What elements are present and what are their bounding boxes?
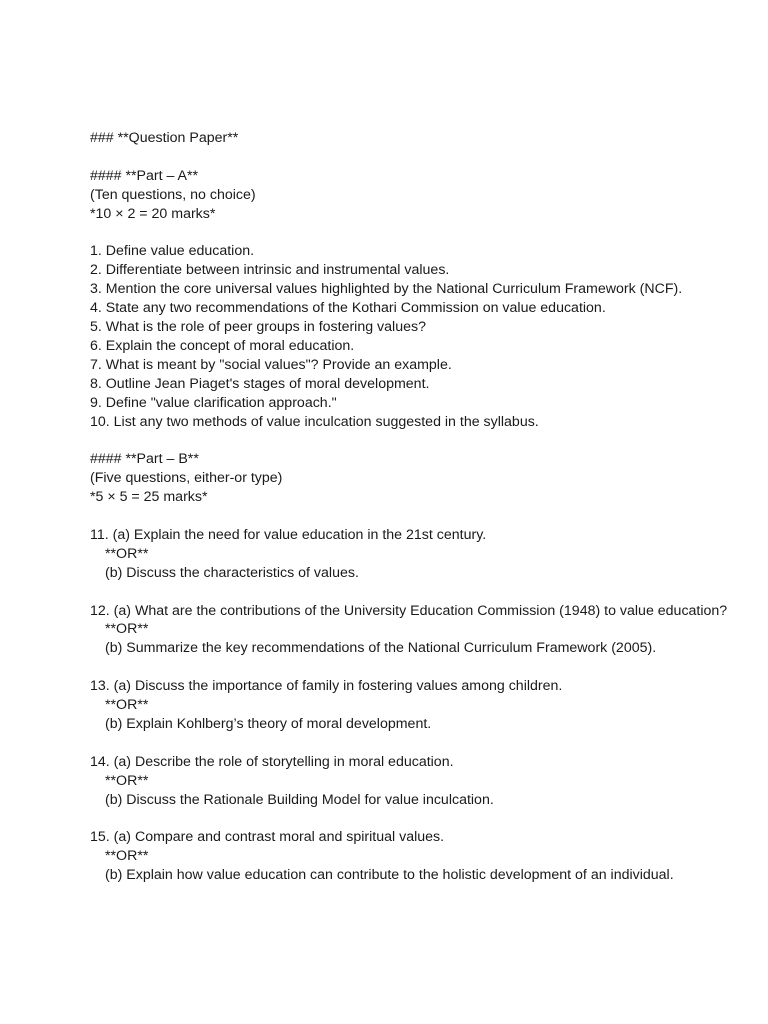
part-a-instruction: (Ten questions, no choice) [90,186,256,203]
page-title: ### **Question Paper** [90,130,239,146]
part-a-question-list [90,242,730,431]
part-b-question-13 [90,677,730,734]
part-a-marks: *10 × 2 = 20 marks* [90,205,216,222]
or-separator: **OR** [105,848,149,865]
part-b-instruction: (Five questions, either-or type) [90,470,283,487]
question-option-a: 15. (a) Compare and contrast moral and spiritual values. [90,829,445,846]
spacer [90,658,730,677]
part-a-question-8: 8. Outline Jean Piaget's stages of moral development. [90,375,430,392]
question-option-a: 14. (a) Describe the role of storytelling in moral education. [90,753,454,770]
spacer [90,507,730,526]
question-option-a: 11. (a) Explain the need for value education in the 21st century. [90,526,487,543]
question-option-b: (b) Summarize the key recommendations of the National Curriculum Framework (2005). [105,640,657,657]
question-paper [90,129,730,885]
or-separator: **OR** [105,772,149,789]
part-a-question-2: 2. Differentiate between intrinsic and instrumental values. [90,262,450,279]
question-option-a: 13. (a) Discuss the importance of family in fostering values among children. [90,678,563,695]
part-b-question-15 [90,828,730,885]
part-b-question-11 [90,526,730,583]
question-option-b: (b) Discuss the characteristics of values. [105,564,359,581]
part-a-question-1: 1. Define value education. [90,243,255,260]
spacer [90,583,730,602]
question-option-b: (b) Explain how value education can contribute to the holistic development of an individual. [105,867,674,884]
spacer [90,734,730,753]
part-b-marks: *5 × 5 = 25 marks* [90,489,208,506]
part-b-question-14 [90,753,730,810]
spacer [90,810,730,829]
part-a-question-5: 5. What is the role of peer groups in fostering values? [90,319,426,336]
spacer [90,148,730,167]
part-a-question-4: 4. State any two recommendations of the Kothari Commission on value education. [90,300,606,317]
part-b-question-12 [90,602,730,659]
spacer [90,431,730,450]
part-a-heading: #### **Part – A** [90,167,199,184]
or-separator: **OR** [105,697,149,714]
part-a-question-10: 10. List any two methods of value inculcation suggested in the syllabus. [90,413,539,430]
part-a-question-6: 6. Explain the concept of moral education. [90,337,355,354]
part-a-question-7: 7. What is meant by "social values"? Provide an example. [90,356,452,373]
question-option-b: (b) Explain Kohlberg’s theory of moral development. [105,716,432,732]
part-b-heading: #### **Part – B** [90,451,199,468]
or-separator: **OR** [105,545,149,562]
spacer [90,224,730,243]
question-option-b: (b) Discuss the Rationale Building Model for value inculcation. [105,791,494,808]
question-option-a: 12. (a) What are the contributions of the University Education Commission (1948) to value education? [90,602,728,619]
part-a-question-3: 3. Mention the core universal values highlighted by the National Curriculum Framework (NCF). [90,281,683,298]
part-a-question-9: 9. Define "value clarification approach." [90,394,337,411]
or-separator: **OR** [105,621,149,638]
